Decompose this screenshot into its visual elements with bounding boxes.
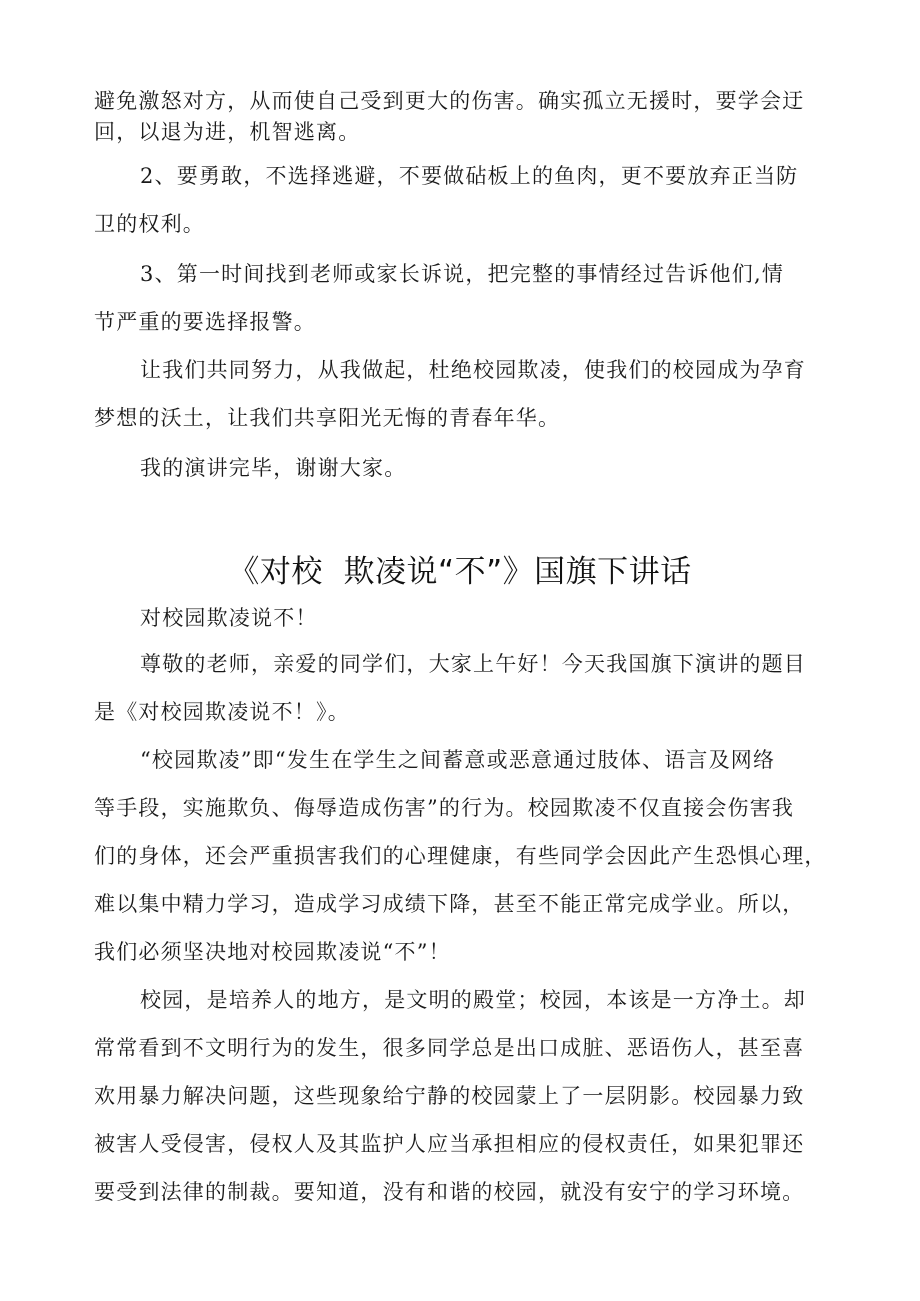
paragraph-line: 难以集中精力学习，造成学习成绩下降，甚至不能正常完成学业。所以， (94, 892, 805, 916)
closing-line: 我的演讲完毕，谢谢大家。 (140, 456, 407, 480)
paragraph-line: 校园，是培养人的地方，是文明的殿堂；校园，本该是一方净土。却 (140, 988, 806, 1012)
paragraph-line: “校园欺凌”即“发生在学生之间蓄意或恶意通过肢体、语言及网络 (140, 748, 776, 772)
paragraph-line: 是《对校园欺凌说不！》。 (94, 700, 350, 724)
paragraph-line: 我们必须坚决地对校园欺凌说“不”！ (94, 940, 451, 964)
paragraph-line: 要受到法律的制裁。要知道，没有和谐的校园，就没有安宁的学习环境。 (94, 1180, 805, 1204)
paragraph-line: 等手段，实施欺负、侮辱造成伤害”的行为。校园欺凌不仅直接会伤害我 (94, 796, 795, 820)
paragraph-line: 卫的权利。 (94, 212, 205, 236)
paragraph-line: 节严重的要选择报警。 (94, 310, 316, 334)
paragraph-line: 欢用暴力解决问题，这些现象给宁静的校园蒙上了一层阴影。校园暴力致 (94, 1084, 805, 1108)
paragraph-line: 常常看到不文明行为的发生，很多同学总是出口成脏、恶语伤人，甚至喜 (94, 1036, 805, 1060)
paragraph-line: 回，以退为进，机智逃离。 (94, 120, 361, 144)
subtitle-line: 对校园欺凌说不！ (140, 606, 318, 630)
section-title: 《对校 欺凌说“不”》国旗下讲话 (228, 554, 692, 590)
paragraph-line: 避免激怒对方，从而使自己受到更大的伤害。确实孤立无援时，要学会迂 (94, 89, 805, 113)
paragraph-line: 2、要勇敢，不选择逃避，不要做砧板上的鱼肉，更不要放弃正当防 (140, 164, 799, 188)
paragraph-line: 被害人受侵害，侵权人及其监护人应当承担相应的侵权责任，如果犯罪还 (94, 1132, 805, 1156)
paragraph-line: 让我们共同努力，从我做起，杜绝校园欺凌，使我们的校园成为孕育 (140, 358, 806, 382)
paragraph-line: 梦想的沃土，让我们共享阳光无悔的青春年华。 (94, 406, 561, 430)
paragraph-line: 们的身体，还会严重损害我们的心理健康，有些同学会因此产生恐惧心理， (94, 844, 827, 868)
paragraph-line: 3、第一时间找到老师或家长诉说，把完整的事情经过告诉他们,情 (140, 262, 785, 286)
paragraph-line: 尊敬的老师，亲爱的同学们，大家上午好！今天我国旗下演讲的题目 (140, 652, 806, 676)
